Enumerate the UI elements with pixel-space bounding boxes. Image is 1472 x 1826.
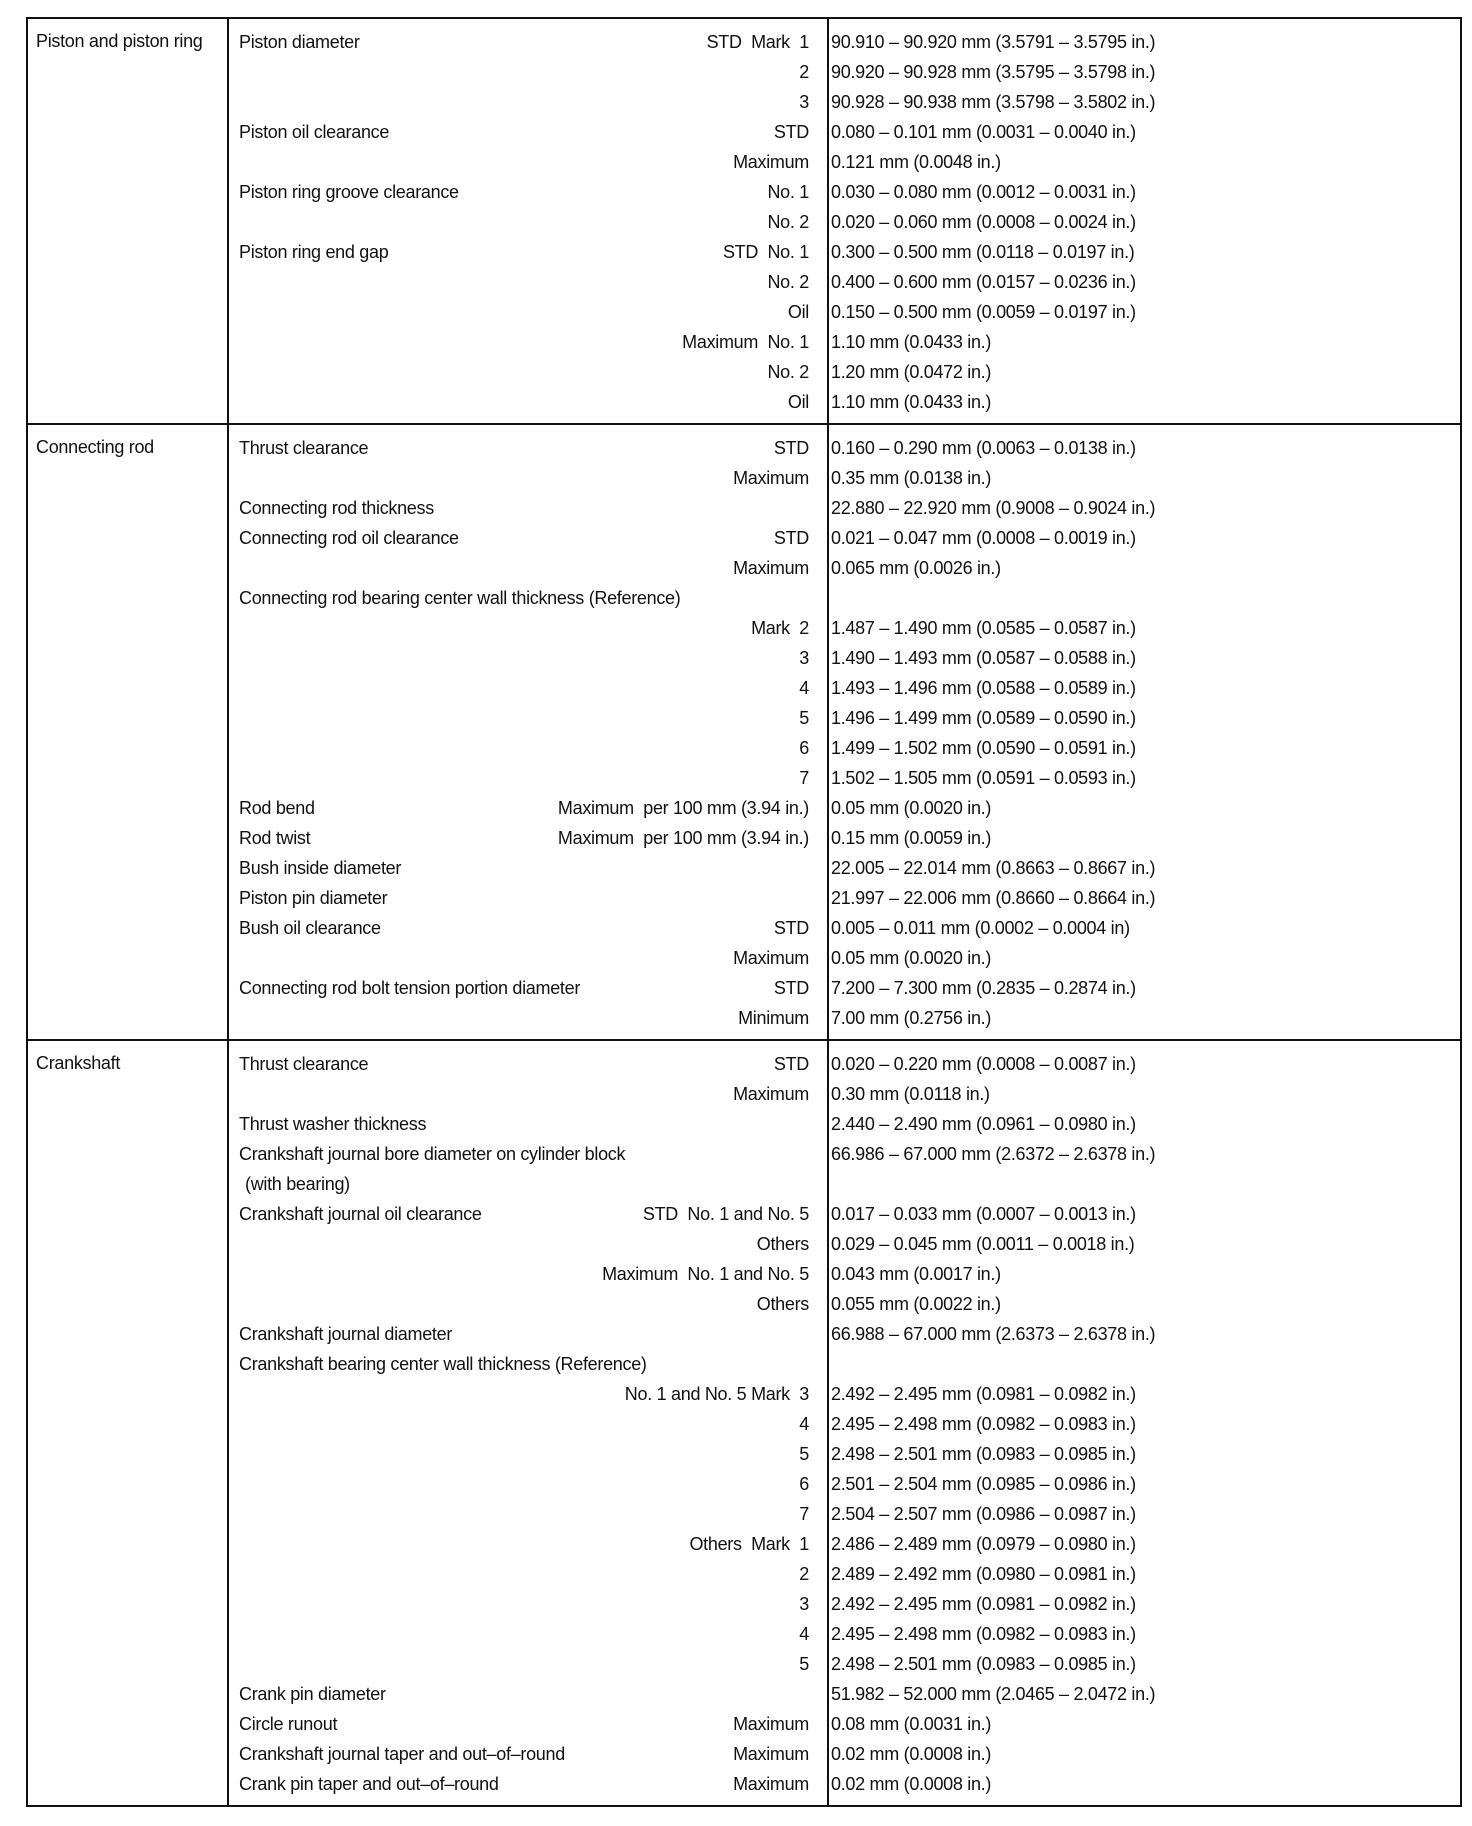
item-label: Circle runout <box>239 1713 338 1734</box>
item-cell <box>229 948 819 969</box>
item-qualifier: Maximum No. 1 <box>682 331 809 352</box>
spec-value: 66.986 – 67.000 mm (2.6372 – 2.6378 in.) <box>831 1143 1156 1164</box>
table-row <box>229 1003 1460 1033</box>
spec-value: 1.490 – 1.493 mm (0.0587 – 0.0588 in.) <box>831 647 1136 668</box>
item-qualifier: No. 2 <box>767 361 809 382</box>
item-qualifier: Others <box>756 1233 809 1254</box>
spec-value: 0.065 mm (0.0026 in.) <box>831 557 1001 578</box>
item-cell <box>229 498 819 519</box>
table-row <box>229 1199 1460 1229</box>
item-qualifier: No. 1 <box>767 181 809 202</box>
table-row <box>229 493 1460 523</box>
table-row <box>229 87 1460 117</box>
item-qualifier: Maximum <box>733 947 809 968</box>
spec-value: 2.492 – 2.495 mm (0.0981 – 0.0982 in.) <box>831 1593 1136 1614</box>
item-qualifier: STD <box>773 121 809 142</box>
spec-value: 2.498 – 2.501 mm (0.0983 – 0.0985 in.) <box>831 1443 1136 1464</box>
table-row <box>229 1559 1460 1589</box>
table-row <box>229 1139 1460 1169</box>
item-qualifier: Maximum <box>733 1743 809 1764</box>
item-cell <box>229 1324 819 1345</box>
table-row <box>229 433 1460 463</box>
item-qualifier: 5 <box>799 707 809 728</box>
spec-value: 0.080 – 0.101 mm (0.0031 – 0.0040 in.) <box>831 121 1136 142</box>
table-row <box>229 703 1460 733</box>
table-row <box>229 793 1460 823</box>
spec-value: 2.486 – 2.489 mm (0.0979 – 0.0980 in.) <box>831 1533 1136 1554</box>
table-row <box>229 643 1460 673</box>
table-row <box>229 1769 1460 1799</box>
spec-value: 1.499 – 1.502 mm (0.0590 – 0.0591 in.) <box>831 737 1136 758</box>
item-label: Crank pin taper and out–of–round <box>239 1773 499 1794</box>
item-qualifier: Oil <box>787 301 809 322</box>
table-row <box>229 1499 1460 1529</box>
item-cell <box>229 1444 819 1465</box>
spec-value: 0.15 mm (0.0059 in.) <box>831 827 992 848</box>
item-qualifier: 3 <box>799 647 809 668</box>
item-cell <box>229 1474 819 1495</box>
table-row <box>229 1469 1460 1499</box>
item-label: (with bearing) <box>245 1173 350 1194</box>
item-cell <box>229 528 819 549</box>
spec-value: 0.055 mm (0.0022 in.) <box>831 1293 1001 1314</box>
section-rows <box>229 425 1460 1039</box>
item-qualifier: Maximum No. 1 and No. 5 <box>602 1263 809 1284</box>
item-cell <box>229 828 819 849</box>
table-row <box>229 823 1460 853</box>
item-cell <box>229 152 819 173</box>
item-cell <box>229 1294 819 1315</box>
spec-value: 90.910 – 90.920 mm (3.5791 – 3.5795 in.) <box>831 31 1156 52</box>
item-qualifier: STD <box>773 977 809 998</box>
item-cell <box>229 738 819 759</box>
item-qualifier: Maximum <box>733 467 809 488</box>
item-label: Thrust washer thickness <box>239 1113 427 1134</box>
item-cell <box>229 858 819 879</box>
table-row <box>229 1229 1460 1259</box>
item-qualifier: 4 <box>799 1623 809 1644</box>
item-qualifier: 4 <box>799 677 809 698</box>
item-cell <box>229 618 819 639</box>
item-qualifier: Maximum <box>733 1773 809 1794</box>
item-qualifier: No. 1 and No. 5 Mark 3 <box>624 1383 809 1404</box>
table-row <box>229 733 1460 763</box>
section-group-cell <box>28 425 229 1039</box>
spec-value: 2.498 – 2.501 mm (0.0983 – 0.0985 in.) <box>831 1653 1136 1674</box>
table-row <box>229 1349 1460 1379</box>
item-cell <box>229 1234 819 1255</box>
item-cell <box>229 242 819 263</box>
item-cell <box>229 1354 819 1375</box>
item-cell <box>229 1204 819 1225</box>
item-cell <box>229 1534 819 1555</box>
item-label: Thrust clearance <box>239 1053 369 1074</box>
item-cell <box>229 558 819 579</box>
item-qualifier: 6 <box>799 1473 809 1494</box>
table-row <box>229 357 1460 387</box>
spec-value: 0.121 mm (0.0048 in.) <box>831 151 1001 172</box>
item-label: Crank pin diameter <box>239 1683 386 1704</box>
spec-value: 2.495 – 2.498 mm (0.0982 – 0.0983 in.) <box>831 1413 1136 1434</box>
spec-value: 2.489 – 2.492 mm (0.0980 – 0.0981 in.) <box>831 1563 1136 1584</box>
item-qualifier: 3 <box>799 1593 809 1614</box>
spec-value: 21.997 – 22.006 mm (0.8660 – 0.8664 in.) <box>831 887 1156 908</box>
section-rows <box>229 19 1460 423</box>
item-cell <box>229 918 819 939</box>
item-cell <box>229 272 819 293</box>
spec-value: 0.30 mm (0.0118 in.) <box>831 1083 990 1104</box>
section-group-label: Connecting rod <box>36 437 154 457</box>
spec-value: 1.10 mm (0.0433 in.) <box>831 391 992 412</box>
table-row <box>229 1589 1460 1619</box>
spec-value: 90.920 – 90.928 mm (3.5795 – 3.5798 in.) <box>831 61 1156 82</box>
item-qualifier: Mark 2 <box>751 617 809 638</box>
table-row <box>229 553 1460 583</box>
table-row <box>229 237 1460 267</box>
item-cell <box>229 332 819 353</box>
table-row <box>229 1169 1460 1199</box>
table-row <box>229 1409 1460 1439</box>
section-group-cell <box>28 1041 229 1805</box>
spec-value: 0.020 – 0.220 mm (0.0008 – 0.0087 in.) <box>831 1053 1136 1074</box>
item-cell <box>229 1008 819 1029</box>
item-label: Bush oil clearance <box>239 917 381 938</box>
table-row <box>229 1319 1460 1349</box>
item-cell <box>229 1624 819 1645</box>
item-cell <box>229 888 819 909</box>
spec-value: 0.030 – 0.080 mm (0.0012 – 0.0031 in.) <box>831 181 1136 202</box>
spec-value: 0.08 mm (0.0031 in.) <box>831 1713 992 1734</box>
item-cell <box>229 1084 819 1105</box>
spec-value: 0.020 – 0.060 mm (0.0008 – 0.0024 in.) <box>831 211 1136 232</box>
spec-value: 1.487 – 1.490 mm (0.0585 – 0.0587 in.) <box>831 617 1136 638</box>
item-cell <box>229 1684 819 1705</box>
item-cell <box>229 122 819 143</box>
item-label: Connecting rod thickness <box>239 497 434 518</box>
item-cell <box>229 468 819 489</box>
item-label: Bush inside diameter <box>239 857 402 878</box>
item-qualifier: 5 <box>799 1653 809 1674</box>
table-row <box>229 297 1460 327</box>
item-label: Crankshaft journal taper and out–of–round <box>239 1743 565 1764</box>
item-qualifier: 5 <box>799 1443 809 1464</box>
item-label: Rod twist <box>239 827 311 848</box>
table-row <box>229 1619 1460 1649</box>
spec-value: 1.502 – 1.505 mm (0.0591 – 0.0593 in.) <box>831 767 1136 788</box>
table-row <box>229 177 1460 207</box>
table-row <box>229 1079 1460 1109</box>
item-cell <box>229 1384 819 1405</box>
spec-value: 0.02 mm (0.0008 in.) <box>831 1743 992 1764</box>
item-label: Piston diameter <box>239 31 360 52</box>
item-cell <box>229 648 819 669</box>
spec-value: 7.00 mm (0.2756 in.) <box>831 1007 992 1028</box>
spec-value: 66.988 – 67.000 mm (2.6373 – 2.6378 in.) <box>831 1323 1156 1344</box>
spec-value: 0.043 mm (0.0017 in.) <box>831 1263 1001 1284</box>
spec-value: 1.496 – 1.499 mm (0.0589 – 0.0590 in.) <box>831 707 1136 728</box>
item-qualifier: 7 <box>799 767 809 788</box>
item-qualifier: Maximum <box>733 151 809 172</box>
spec-value: 0.05 mm (0.0020 in.) <box>831 947 992 968</box>
item-qualifier: Maximum per 100 mm (3.94 in.) <box>557 797 809 818</box>
item-cell <box>229 62 819 83</box>
table-row <box>229 973 1460 1003</box>
item-cell <box>229 1774 819 1795</box>
spec-value: 2.495 – 2.498 mm (0.0982 – 0.0983 in.) <box>831 1623 1136 1644</box>
item-qualifier: STD No. 1 <box>722 241 809 262</box>
section-group-label: Crankshaft <box>36 1053 121 1073</box>
item-label: Piston oil clearance <box>239 121 390 142</box>
spec-value: 1.10 mm (0.0433 in.) <box>831 331 992 352</box>
spec-value: 0.300 – 0.500 mm (0.0118 – 0.0197 in.) <box>831 241 1135 262</box>
item-cell <box>229 1504 819 1525</box>
item-cell <box>229 978 819 999</box>
item-label: Connecting rod bolt tension portion diameter <box>239 977 581 998</box>
item-cell <box>229 1714 819 1735</box>
item-qualifier: Others <box>756 1293 809 1314</box>
table-row <box>229 1679 1460 1709</box>
item-cell <box>229 768 819 789</box>
table-row <box>229 147 1460 177</box>
spec-value: 7.200 – 7.300 mm (0.2835 – 0.2874 in.) <box>831 977 1136 998</box>
item-label: Crankshaft journal diameter <box>239 1323 453 1344</box>
item-cell <box>229 1594 819 1615</box>
item-cell <box>229 438 819 459</box>
spec-value: 0.005 – 0.011 mm (0.0002 – 0.0004 in) <box>831 917 1130 938</box>
table-row <box>229 387 1460 417</box>
item-qualifier: STD <box>773 437 809 458</box>
section-crankshaft <box>28 1039 1460 1805</box>
item-qualifier: STD No. 1 and No. 5 <box>642 1203 809 1224</box>
item-qualifier: 2 <box>799 61 809 82</box>
table-row <box>229 583 1460 613</box>
spec-value: 0.017 – 0.033 mm (0.0007 – 0.0013 in.) <box>831 1203 1136 1224</box>
item-qualifier: Maximum <box>733 1713 809 1734</box>
table-row <box>229 853 1460 883</box>
spec-value: 22.880 – 22.920 mm (0.9008 – 0.9024 in.) <box>831 497 1156 518</box>
spec-value: 0.02 mm (0.0008 in.) <box>831 1773 992 1794</box>
item-label: Crankshaft bearing center wall thickness (Reference) <box>239 1353 647 1374</box>
item-cell <box>229 212 819 233</box>
item-qualifier: 7 <box>799 1503 809 1524</box>
table-row <box>229 267 1460 297</box>
item-qualifier: No. 2 <box>767 211 809 232</box>
spec-value: 0.35 mm (0.0138 in.) <box>831 467 992 488</box>
table-row <box>229 913 1460 943</box>
item-label: Piston ring groove clearance <box>239 181 459 202</box>
table-row <box>229 327 1460 357</box>
table-row <box>229 1529 1460 1559</box>
item-cell <box>229 1744 819 1765</box>
table-row <box>229 27 1460 57</box>
section-piston-and-piston-ring <box>28 19 1460 423</box>
item-cell <box>229 92 819 113</box>
table-row <box>229 463 1460 493</box>
item-qualifier: 3 <box>799 91 809 112</box>
item-qualifier: STD <box>773 527 809 548</box>
spec-value: 0.160 – 0.290 mm (0.0063 – 0.0138 in.) <box>831 437 1136 458</box>
table-row <box>229 1439 1460 1469</box>
item-qualifier: 4 <box>799 1413 809 1434</box>
spec-table <box>26 17 1462 1807</box>
item-cell <box>229 1114 819 1135</box>
item-cell <box>229 1654 819 1675</box>
item-label: Connecting rod bearing center wall thickness (Reference) <box>239 587 681 608</box>
spec-value: 1.493 – 1.496 mm (0.0588 – 0.0589 in.) <box>831 677 1136 698</box>
item-label: Connecting rod oil clearance <box>239 527 459 548</box>
item-cell <box>229 392 819 413</box>
item-cell <box>229 1264 819 1285</box>
item-cell <box>229 1174 819 1195</box>
item-label: Crankshaft journal oil clearance <box>239 1203 482 1224</box>
item-cell <box>229 1564 819 1585</box>
item-cell <box>229 182 819 203</box>
table-row <box>229 57 1460 87</box>
item-cell <box>229 362 819 383</box>
table-row <box>229 1049 1460 1079</box>
item-qualifier: Oil <box>787 391 809 412</box>
table-row <box>229 613 1460 643</box>
table-row <box>229 763 1460 793</box>
item-cell <box>229 302 819 323</box>
section-group-label: Piston and piston ring <box>36 31 203 51</box>
table-row <box>229 523 1460 553</box>
spec-value: 2.504 – 2.507 mm (0.0986 – 0.0987 in.) <box>831 1503 1136 1524</box>
section-group-cell <box>28 19 229 423</box>
item-qualifier: 2 <box>799 1563 809 1584</box>
item-qualifier: Others Mark 1 <box>689 1533 809 1554</box>
table-row <box>229 943 1460 973</box>
spec-value: 0.400 – 0.600 mm (0.0157 – 0.0236 in.) <box>831 271 1136 292</box>
item-qualifier: Maximum <box>733 557 809 578</box>
item-label: Thrust clearance <box>239 437 369 458</box>
table-row <box>229 1289 1460 1319</box>
item-label: Rod bend <box>239 797 315 818</box>
spec-value: 22.005 – 22.014 mm (0.8663 – 0.8667 in.) <box>831 857 1156 878</box>
table-row <box>229 1259 1460 1289</box>
section-connecting-rod <box>28 423 1460 1039</box>
spec-value: 51.982 – 52.000 mm (2.0465 – 2.0472 in.) <box>831 1683 1156 1704</box>
item-cell <box>229 1054 819 1075</box>
table-row <box>229 117 1460 147</box>
table-row <box>229 883 1460 913</box>
spec-value: 1.20 mm (0.0472 in.) <box>831 361 992 382</box>
item-qualifier: STD <box>773 917 809 938</box>
item-label: Piston ring end gap <box>239 241 389 262</box>
spec-value: 90.928 – 90.938 mm (3.5798 – 3.5802 in.) <box>831 91 1156 112</box>
item-cell <box>229 708 819 729</box>
item-cell <box>229 1144 819 1165</box>
table-row <box>229 1649 1460 1679</box>
table-row <box>229 207 1460 237</box>
spec-value: 2.501 – 2.504 mm (0.0985 – 0.0986 in.) <box>831 1473 1136 1494</box>
item-qualifier: 6 <box>799 737 809 758</box>
item-qualifier: Minimum <box>738 1007 809 1028</box>
item-label: Piston pin diameter <box>239 887 388 908</box>
item-label: Crankshaft journal bore diameter on cylinder block <box>239 1143 626 1164</box>
spec-value: 0.05 mm (0.0020 in.) <box>831 797 992 818</box>
table-row <box>229 1109 1460 1139</box>
table-row <box>229 1379 1460 1409</box>
spec-value: 0.150 – 0.500 mm (0.0059 – 0.0197 in.) <box>831 301 1136 322</box>
item-qualifier: STD Mark 1 <box>706 31 809 52</box>
table-row <box>229 1709 1460 1739</box>
spec-value: 0.029 – 0.045 mm (0.0011 – 0.0018 in.) <box>831 1233 1135 1254</box>
item-qualifier: Maximum <box>733 1083 809 1104</box>
item-cell <box>229 798 819 819</box>
item-cell <box>229 588 819 609</box>
item-qualifier: No. 2 <box>767 271 809 292</box>
section-rows <box>229 1041 1460 1805</box>
spec-value: 2.492 – 2.495 mm (0.0981 – 0.0982 in.) <box>831 1383 1136 1404</box>
item-cell <box>229 678 819 699</box>
spec-value: 0.021 – 0.047 mm (0.0008 – 0.0019 in.) <box>831 527 1136 548</box>
item-cell <box>229 32 819 53</box>
spec-value: 2.440 – 2.490 mm (0.0961 – 0.0980 in.) <box>831 1113 1136 1134</box>
table-row <box>229 673 1460 703</box>
table-row <box>229 1739 1460 1769</box>
item-cell <box>229 1414 819 1435</box>
item-qualifier: Maximum per 100 mm (3.94 in.) <box>557 827 809 848</box>
item-qualifier: STD <box>773 1053 809 1074</box>
